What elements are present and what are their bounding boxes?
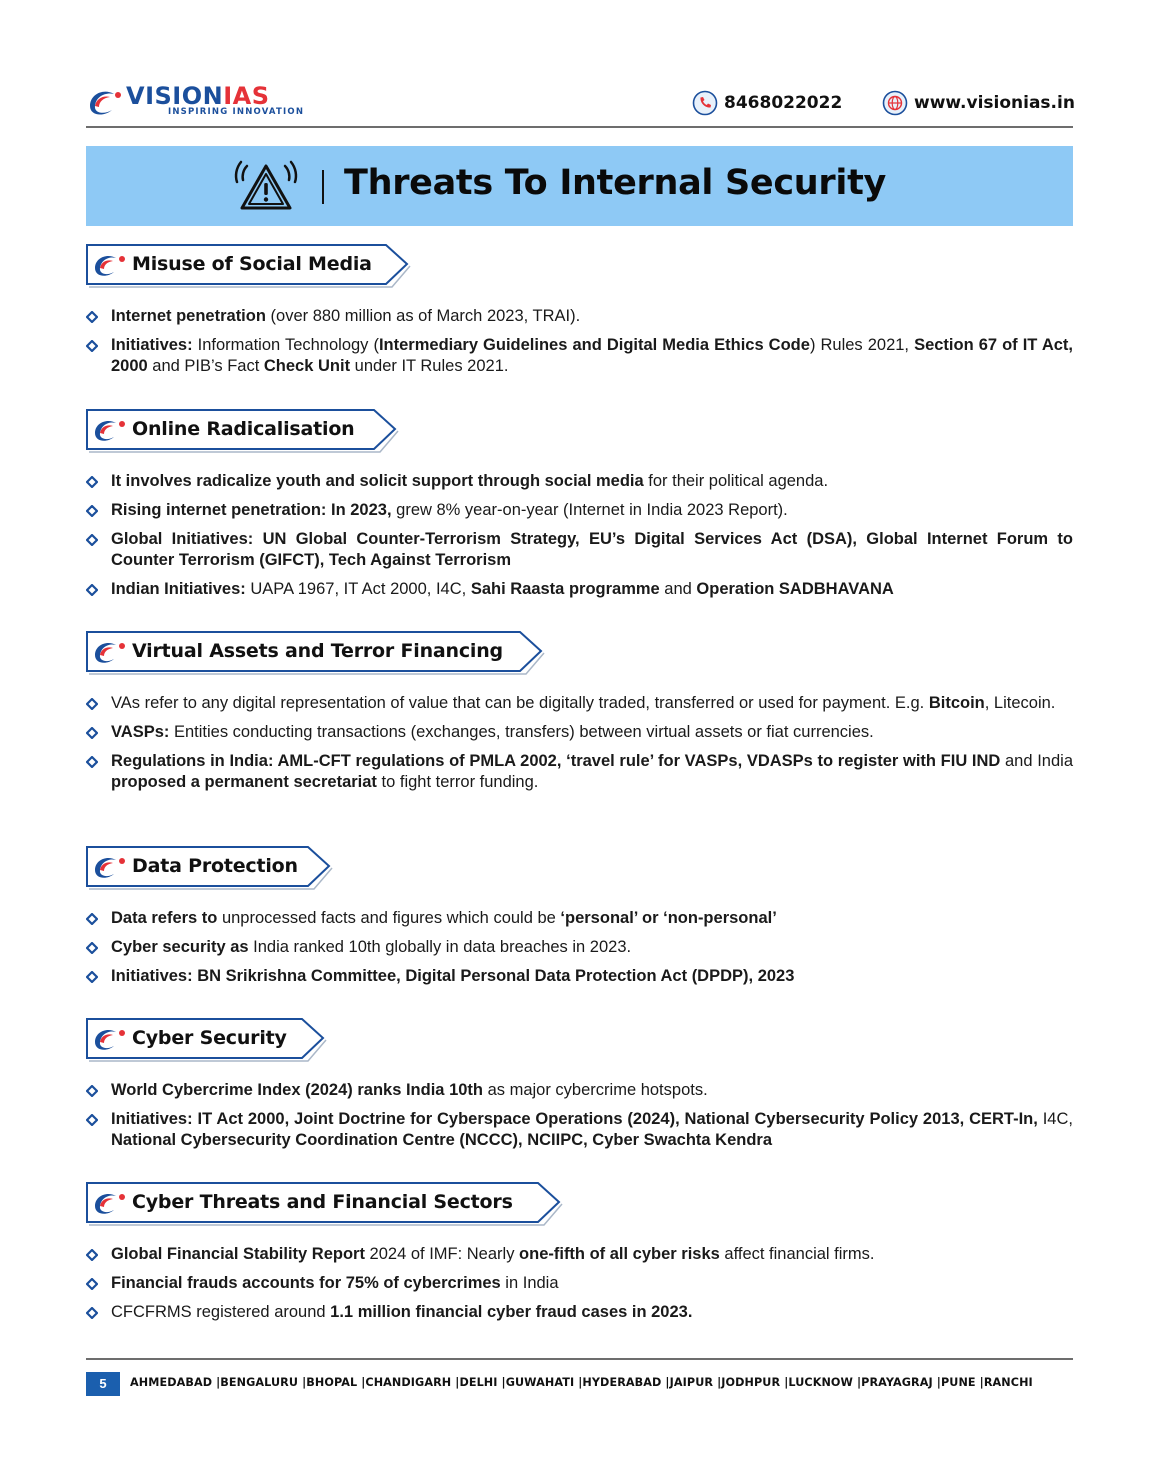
- list-item: [86, 908, 1073, 929]
- diamond-bullet-icon: [86, 505, 98, 517]
- section-title: Virtual Assets and Terror Financing: [132, 640, 503, 662]
- bold-text: Initiatives: IT Act 2000, Joint Doctrine for Cyberspace Operations (2024), National Cybersecurity Policy 2013, CERT-In,: [111, 1110, 1038, 1128]
- text: , Litecoin.: [984, 694, 1056, 712]
- text: to fight terror funding.: [376, 773, 539, 791]
- text: India ranked 10th globally in data breaches in 2023.: [248, 938, 632, 956]
- visionias-swoosh-icon: [92, 1190, 128, 1216]
- bold-text: Rising internet penetration: In 2023,: [111, 501, 392, 519]
- section-heading-data-protection: [86, 846, 334, 886]
- list-item: [86, 335, 1073, 377]
- title-divider: [322, 170, 324, 204]
- bold-text: Intermediary Guidelines and Digital Media Ethics Code: [378, 336, 810, 354]
- section-title: Cyber Security: [132, 1027, 287, 1049]
- visionias-swoosh-icon: [92, 639, 128, 665]
- bold-text: Cyber security as: [111, 938, 249, 956]
- bold-text: Initiatives: BN Srikrishna Committee, Digital Personal Data Protection Act (DPDP), 2023: [111, 967, 795, 985]
- warning-alarm-icon: [234, 158, 298, 216]
- diamond-bullet-icon: [86, 311, 98, 323]
- bold-text: Operation SADBHAVANA: [696, 580, 894, 598]
- bold-text: Regulations in India: AML-CFT regulations of PMLA 2002, ‘travel rule’ for VASPs, VDASPs to register with FIU IND: [111, 752, 1001, 770]
- diamond-bullet-icon: [86, 476, 98, 488]
- page-number: 5: [86, 1372, 120, 1396]
- logo-swoosh-icon: [86, 86, 122, 116]
- bold-text: Indian Initiatives:: [111, 580, 246, 598]
- bold-text: National Cybersecurity Coordination Centre (NCCC), NCIIPC, Cyber Swachta Kendra: [111, 1131, 773, 1149]
- website-url: www.visionias.in: [914, 93, 1075, 113]
- page-title: Threats To Internal Security: [344, 163, 887, 203]
- diamond-bullet-icon: [86, 584, 98, 596]
- bold-text: Sahi Raasta programme: [470, 580, 660, 598]
- section-title: Data Protection: [132, 855, 298, 877]
- page-footer: [86, 1358, 1073, 1391]
- bold-text: VASPs:: [111, 723, 170, 741]
- bullet-list-online-radicalisation: [86, 471, 1073, 608]
- phone-number: 8468022022: [724, 93, 843, 113]
- text: UAPA 1967, IT Act 2000, I4C,: [245, 580, 471, 598]
- text: unprocessed facts and figures which could be: [217, 909, 561, 927]
- diamond-bullet-icon: [86, 971, 98, 983]
- text: Information Technology (: [192, 336, 379, 354]
- list-item: [86, 722, 1073, 743]
- bullet-list-data-protection: [86, 908, 1073, 995]
- section-heading-online-radicalisation: [86, 409, 400, 449]
- list-item: [86, 751, 1073, 793]
- list-item: [86, 937, 1073, 958]
- text: ) Rules 2021,: [809, 336, 915, 354]
- section-heading-misuse-of-social-media: [86, 244, 412, 284]
- diamond-bullet-icon: [86, 1249, 98, 1261]
- section-heading-virtual-assets-and-terror-financing: [86, 631, 546, 671]
- text: VAs refer to any digital representation of value that can be digitally traded, transferred or used for payment. E.g.: [111, 694, 929, 712]
- list-item: [86, 966, 1073, 987]
- diamond-bullet-icon: [86, 340, 98, 352]
- text: and India: [1000, 752, 1073, 770]
- bold-text: Financial frauds accounts for 75% of cybercrimes: [111, 1274, 501, 1292]
- diamond-bullet-icon: [86, 942, 98, 954]
- bold-text: Initiatives:: [111, 336, 193, 354]
- section-title: Cyber Threats and Financial Sectors: [132, 1191, 513, 1213]
- bold-text: Global Financial Stability Report: [111, 1245, 365, 1263]
- logo-wordmark: VISIONIAS: [126, 82, 270, 110]
- bullet-list-virtual-assets-and-terror-financing: [86, 693, 1073, 801]
- bold-text: World Cybercrime Index (2024) ranks India 10th: [111, 1081, 483, 1099]
- bold-text: Bitcoin: [928, 694, 985, 712]
- bold-text: Internet penetration: [111, 307, 266, 325]
- page-header: [86, 84, 1073, 128]
- list-item: [86, 1080, 1073, 1101]
- diamond-bullet-icon: [86, 1114, 98, 1126]
- diamond-bullet-icon: [86, 534, 98, 546]
- text: and: [659, 580, 697, 598]
- diamond-bullet-icon: [86, 698, 98, 710]
- section-title: Misuse of Social Media: [132, 253, 372, 275]
- bold-text: Check Unit: [263, 357, 351, 375]
- website-contact[interactable]: [882, 90, 1075, 116]
- list-item: [86, 471, 1073, 492]
- diamond-bullet-icon: [86, 727, 98, 739]
- title-banner: [86, 146, 1073, 226]
- text: grew 8% year-on-year (Internet in India 2023 Report).: [391, 501, 788, 519]
- phone-contact[interactable]: [692, 90, 842, 116]
- text: and PIB’s Fact: [147, 357, 264, 375]
- phone-icon: [692, 90, 718, 116]
- list-item: [86, 579, 1073, 600]
- text: I4C,: [1037, 1110, 1073, 1128]
- bold-text: 1.1 million financial cyber fraud cases in 2023.: [330, 1303, 693, 1321]
- bullet-list-misuse-of-social-media: [86, 306, 1073, 385]
- text: 2024 of IMF: Nearly: [364, 1245, 520, 1263]
- list-item: [86, 1302, 1073, 1323]
- text: under IT Rules 2021.: [350, 357, 509, 375]
- bullet-list-cyber-threats-and-financial-sectors: [86, 1244, 1073, 1331]
- text: as major cybercrime hotspots.: [483, 1081, 708, 1099]
- bullet-list-cyber-security: [86, 1080, 1073, 1159]
- visionias-swoosh-icon: [92, 417, 128, 443]
- visionias-swoosh-icon: [92, 854, 128, 880]
- list-item: [86, 500, 1073, 521]
- text: Entities conducting transactions (exchanges, transfers) between virtual assets or fiat currencies.: [169, 723, 874, 741]
- visionias-logo: [86, 84, 304, 120]
- diamond-bullet-icon: [86, 756, 98, 768]
- bold-text: ‘personal’ or ‘non-personal’: [560, 909, 777, 927]
- diamond-bullet-icon: [86, 1085, 98, 1097]
- diamond-bullet-icon: [86, 913, 98, 925]
- list-item: [86, 1273, 1073, 1294]
- city-list: AHMEDABAD |BENGALURU |BHOPAL |CHANDIGARH |DELHI |GUWAHATI |HYDERABAD |JAIPUR |JODHPUR |LUCKNOW |PRAYAGRAJ |PUNE |RANCHI: [130, 1376, 1033, 1389]
- section-heading-cyber-security: [86, 1018, 328, 1058]
- bold-text: Section 67 of IT Act, 2000: [111, 336, 1073, 375]
- diamond-bullet-icon: [86, 1307, 98, 1319]
- globe-icon: [882, 90, 908, 116]
- text: affect financial firms.: [719, 1245, 875, 1263]
- text: (over 880 million as of March 2023, TRAI).: [265, 307, 581, 325]
- diamond-bullet-icon: [86, 1278, 98, 1290]
- logo-tagline: INSPIRING INNOVATION: [168, 107, 305, 117]
- visionias-swoosh-icon: [92, 1026, 128, 1052]
- section-heading-cyber-threats-and-financial-sectors: [86, 1182, 564, 1222]
- section-title: Online Radicalisation: [132, 418, 355, 440]
- list-item: [86, 1109, 1073, 1151]
- list-item: [86, 1244, 1073, 1265]
- list-item: [86, 529, 1073, 571]
- text: for their political agenda.: [643, 472, 829, 490]
- bold-text: Data refers to: [111, 909, 218, 927]
- bold-text: It involves radicalize youth and solicit support through social media: [111, 472, 644, 490]
- text: CFCFRMS registered around: [111, 1303, 331, 1321]
- visionias-swoosh-icon: [92, 252, 128, 278]
- text: in India: [500, 1274, 559, 1292]
- list-item: [86, 306, 1073, 327]
- list-item: [86, 693, 1073, 714]
- bold-text: Global Initiatives: UN Global Counter-Terrorism Strategy, EU’s Digital Services Act (DSA), Global Internet Forum to Counter Terrorism (GIFCT), Tech Against Terrorism: [111, 530, 1073, 569]
- bold-text: proposed a permanent secretariat: [111, 773, 377, 791]
- bold-text: one-fifth of all cyber risks: [519, 1245, 720, 1263]
